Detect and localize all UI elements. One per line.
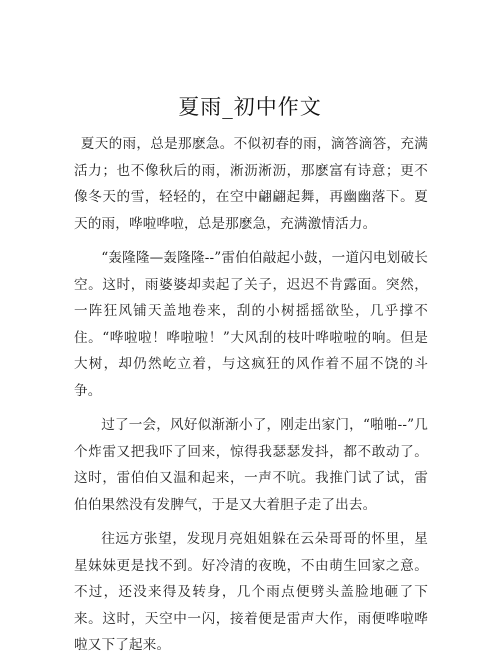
paragraph-1: 夏天的雨，总是那麽急。不似初春的雨，滴答滴答，充满活力；也不像秋后的雨，淅沥淅沥，那麽富有诗意；更不像冬天的雪，轻轻的，在空中翩翩起舞，再幽幽落下。夏天的雨，哗啦哗啦，总是那麽急，充满激情活力。 bbox=[74, 136, 428, 232]
paragraph-3: 过了一会，风好似渐渐小了，刚走出家门，“啪啪--”几个炸雷又把我吓了回来，惊得我瑟瑟发抖，都不敢动了。这时，雷伯伯又温和起来，一声不吭。我推门试了试，雷伯伯果然没有发脾气，于是又大着胆子走了出去。 bbox=[74, 417, 428, 513]
paragraph-4: 往远方张望，发现月亮姐姐躲在云朵哥哥的怀里，星星妹妹更是找不到。好冷清的夜晚，不由萌生回家之意。不过，还没来得及转身，几个雨点便劈头盖脸地砸了下来。这时，天空中一闪，接着便是雷声大作，雨便哗啦哗啦又下了起来。 bbox=[74, 531, 428, 653]
article-body bbox=[74, 131, 428, 667]
paragraph-2: “轰隆隆—轰隆隆--”雷伯伯敲起小鼓，一道闪电划破长空。这时，雨婆婆却卖起了关子，迟迟不肯露面。突然，一阵狂风铺天盖地卷来，刮的小树摇摇欲坠，几乎撑不住。“哗啦啦！哗啦啦！”大风刮的枝叶哗啦啦的响。但是大树，却仍然屹立着，与这疯狂的风作着不屈不饶的斗争。 bbox=[74, 250, 428, 399]
article-title: 夏雨_初中作文 bbox=[178, 95, 322, 119]
